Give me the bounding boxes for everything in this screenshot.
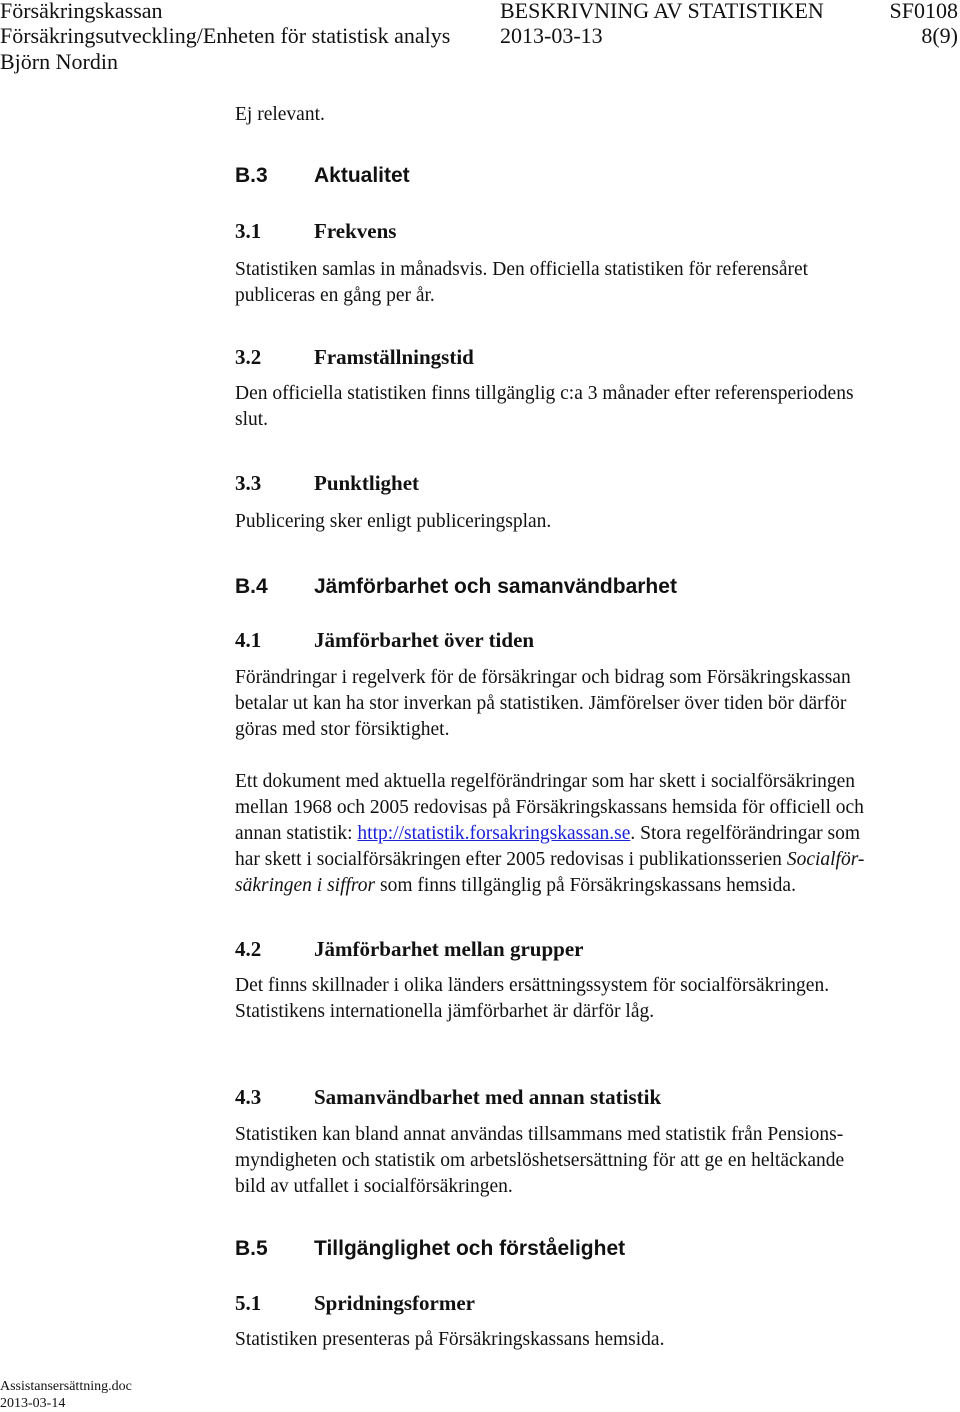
- header-date: 2013-03-13: [500, 23, 603, 48]
- text-line: Statistikens internationella jämförbarhet är därför låg.: [235, 1001, 655, 1022]
- text-line: publiceras en gång per år.: [235, 285, 435, 306]
- statistics-website-link[interactable]: http://statistik.forsakringskassan.se: [357, 823, 631, 844]
- section-title: Jämförbarhet mellan grupper: [314, 937, 584, 961]
- publication-title-part: säkringen i siffror: [235, 875, 376, 896]
- text-line: Statistiken kan bland annat användas tillsammans med statistik från Pensions-: [235, 1124, 844, 1145]
- paragraph-4-1-document-note: [235, 769, 955, 899]
- section-title: Jämförbarhet över tiden: [314, 628, 535, 652]
- text-line: [235, 847, 955, 873]
- section-title: Aktualitet: [314, 164, 410, 187]
- text-line: Det finns skillnader i olika länders ersättningssystem för socialförsäkringen.: [235, 975, 830, 996]
- header-author: Björn Nordin: [0, 49, 118, 74]
- section-heading-4-1: [235, 627, 955, 653]
- publication-title-part: Socialför-: [786, 849, 865, 870]
- paragraph-5-1: [235, 1327, 955, 1353]
- text-line: mellan 1968 och 2005 redovisas på Försäkringskassans hemsida för officiell och: [235, 797, 864, 818]
- section-title: Punktlighet: [314, 471, 420, 495]
- section-heading-b5: [235, 1236, 955, 1262]
- text-fragment: annan statistik:: [235, 823, 358, 844]
- section-number: B.5: [235, 1237, 268, 1260]
- section-heading-4-2: [235, 936, 955, 962]
- text-line: göras med stor försiktighet.: [235, 719, 450, 740]
- text-line: slut.: [235, 409, 269, 430]
- paragraph-4-1: [235, 665, 955, 743]
- section-title: Tillgänglighet och förståelighet: [314, 1237, 626, 1260]
- section-heading-b4: [235, 574, 955, 600]
- section-heading-3-1: [235, 218, 955, 244]
- section-title: Frekvens: [314, 219, 397, 243]
- text-line: Statistiken samlas in månadsvis. Den officiella statistiken för referensåret: [235, 259, 809, 280]
- paragraph-4-3: [235, 1122, 955, 1200]
- text-fragment: har skett i socialförsäkringen efter 2005 redovisas i publikationsserien: [235, 849, 787, 870]
- text-line: Ett dokument med aktuella regelförändringar som har skett i socialförsäkringen: [235, 771, 856, 792]
- section-heading-b3: [235, 163, 955, 189]
- section-number: 3.2: [235, 345, 262, 369]
- header-page-number: 8(9): [921, 23, 958, 48]
- text-fragment: . Stora regelförändringar som: [630, 823, 860, 844]
- section-number: 4.3: [235, 1085, 262, 1109]
- text-line: myndigheten och statistik om arbetslöshetsersättning för att ge en heltäckande: [235, 1150, 845, 1171]
- text-line: bild av utfallet i socialförsäkringen.: [235, 1176, 513, 1197]
- text-fragment: som finns tillgänglig på Försäkringskassans hemsida.: [375, 875, 796, 896]
- text-line: Den officiella statistiken finns tillgänglig c:a 3 månader efter referensperiodens: [235, 383, 854, 404]
- text-line: [235, 873, 955, 899]
- section-heading-3-3: [235, 470, 955, 496]
- header-department: Försäkringsutveckling/Enheten för statistisk analys: [0, 23, 451, 48]
- paragraph-3-3: [235, 509, 955, 535]
- section-number: 5.1: [235, 1291, 262, 1315]
- section-heading-5-1: [235, 1290, 955, 1316]
- paragraph-3-2: [235, 381, 955, 433]
- text-line: [235, 821, 955, 847]
- section-title: Samanvändbarhet med annan statistik: [314, 1085, 662, 1109]
- header-doc-code: SF0108: [889, 0, 958, 23]
- footer-filename: Assistansersättning.doc: [0, 1379, 132, 1394]
- text-line: Statistiken presenteras på Försäkringskassans hemsida.: [235, 1329, 665, 1350]
- paragraph-4-2: [235, 973, 955, 1025]
- section-title: Jämförbarhet och samanvändbarhet: [314, 575, 677, 598]
- section-title: Framställningstid: [314, 345, 474, 369]
- section-heading-3-2: [235, 344, 955, 370]
- header-doc-type: BESKRIVNING AV STATISTIKEN: [500, 0, 824, 23]
- text-line: betalar ut kan ha stor inverkan på statistiken. Jämförelser över tiden bör därför: [235, 693, 847, 714]
- section-number: B.3: [235, 164, 268, 187]
- intro-text: Ej relevant.: [235, 104, 325, 125]
- section-number: B.4: [235, 575, 268, 598]
- section-heading-4-3: [235, 1084, 955, 1110]
- text-line: Förändringar i regelverk för de försäkringar och bidrag som Försäkringskassan: [235, 667, 851, 688]
- section-number: 3.3: [235, 471, 262, 495]
- section-title: Spridningsformer: [314, 1291, 476, 1315]
- paragraph-3-1: [235, 257, 955, 309]
- section-number: 4.1: [235, 628, 262, 652]
- footer-date: 2013-03-14: [0, 1396, 66, 1411]
- header-organization: Försäkringskassan: [0, 0, 163, 23]
- section-number: 3.1: [235, 219, 262, 243]
- section-number: 4.2: [235, 937, 262, 961]
- text-line: Publicering sker enligt publiceringsplan.: [235, 511, 552, 532]
